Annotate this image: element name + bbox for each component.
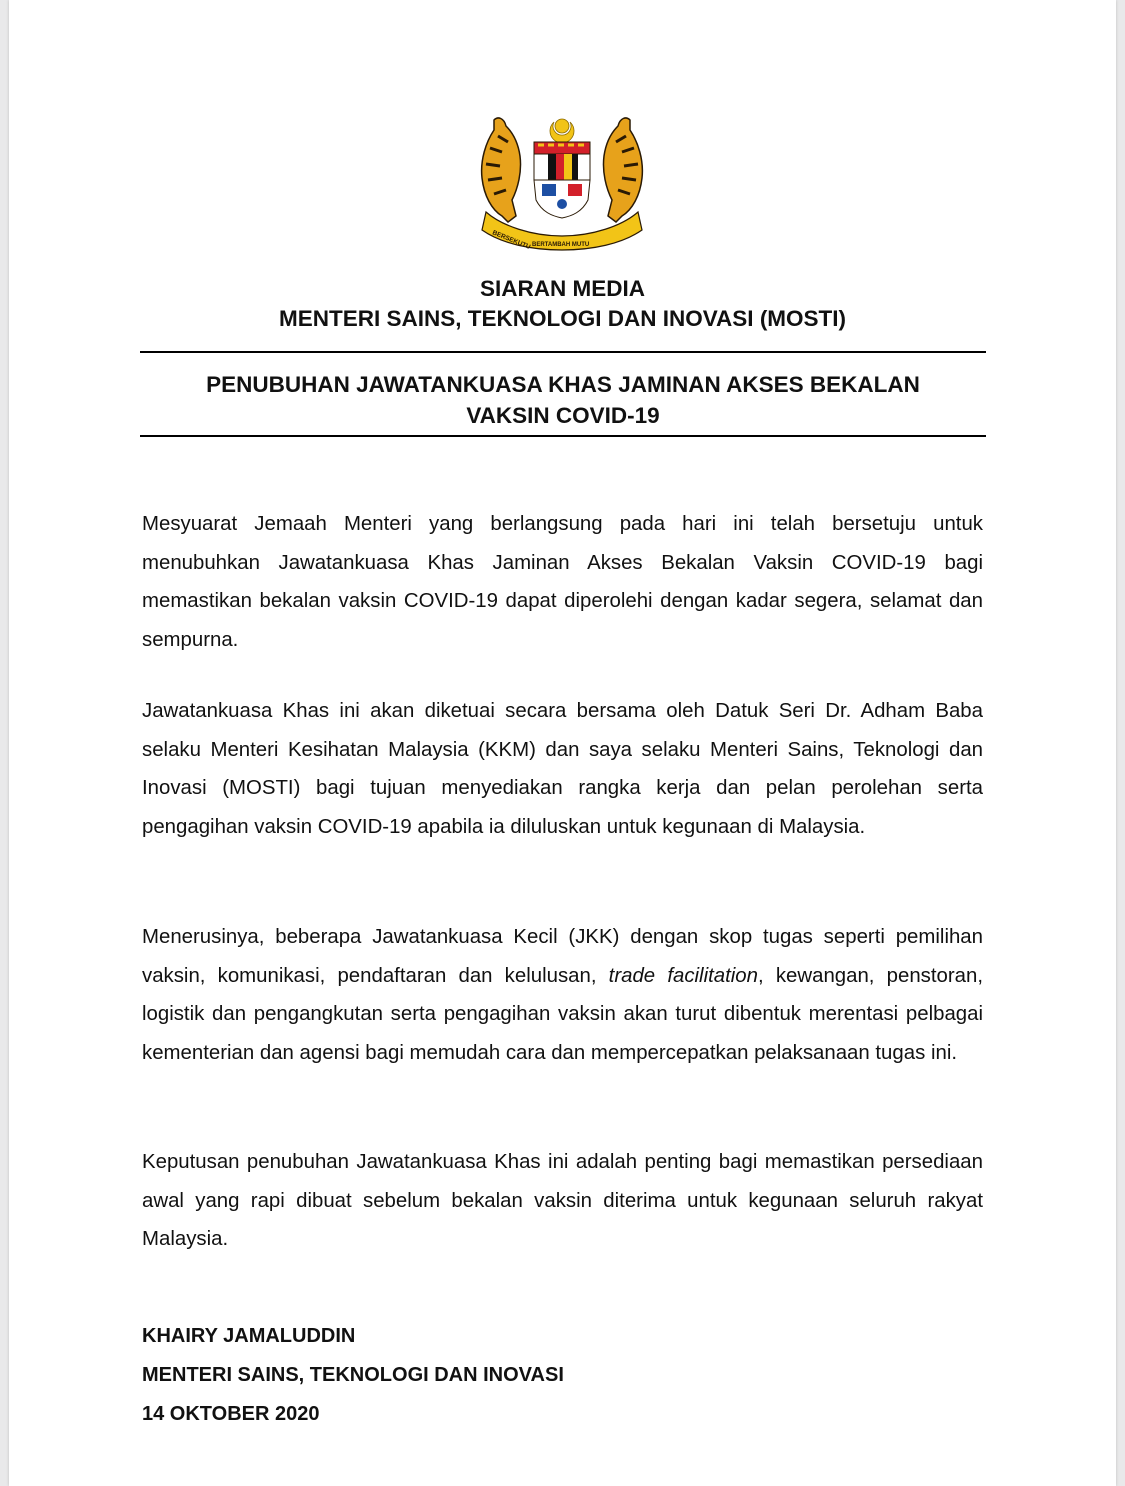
paragraph-1: Mesyuarat Jemaah Menteri yang berlangsung pada hari ini telah bersetuju untuk menubuhkan Jawatankuasa Khas Jaminan Akses Bekalan Vaksin COVID-19 bagi memastikan bekalan vaksin COVID-19 dapat diperolehi dengan kadar segera, selamat dan sempurna. [142,513,983,651]
malaysia-coat-of-arms-icon [472,112,652,252]
signatory-name: KHAIRY JAMALUDDIN [142,1325,356,1347]
media-release-header [9,274,1116,334]
signatory-title: MENTERI SAINS, TEKNOLOGI DAN INOVASI [142,1364,564,1386]
crest-motto-left: BERSEKUTU [491,229,532,252]
headline-line-1: PENUBUHAN JAWATANKUASA KHAS JAMINAN AKSES BEKALAN [206,372,920,397]
headline-line-2: VAKSIN COVID-19 [466,403,660,428]
headline-bottom-rule [140,435,986,437]
paragraph-2: Jawatankuasa Khas ini akan diketuai secara bersama oleh Datuk Seri Dr. Adham Baba selaku Menteri Kesihatan Malaysia (KKM) dan saya selaku Menteri Sains, Teknologi dan Inovasi (MOSTI) bagi tujuan menyediakan rangka kerja dan pelan perolehan serta pengagihan vaksin COVID-19 apabila ia diluluskan untuk kegunaan di Malaysia. [142,700,983,838]
paragraph-3-end: , kewangan, penstoran, logistik dan pengangkutan serta pengagihan vaksin akan turut dibentuk merentasi pelbagai kementerian dan agensi bagi memudah cara dan mempercepatkan pelaksanaan tugas ini. [142,964,983,1064]
headline [140,369,986,431]
paragraph-3 [142,918,983,1072]
paragraph-4: Keputusan penubuhan Jawatankuasa Khas ini adalah penting bagi memastikan persediaan awal yang rapi dibuat sebelum bekalan vaksin diterima untuk kegunaan seluruh rakyat Malaysia. [142,1151,983,1251]
headline-top-rule [140,351,986,353]
paragraph-3-italic-term: trade facilitation [608,964,758,987]
release-date: 14 OKTOBER 2020 [142,1403,320,1425]
signature-block [142,1317,842,1434]
press-release-page [9,0,1116,1486]
ministry-name: MENTERI SAINS, TEKNOLOGI DAN INOVASI (MOSTI) [278,306,847,331]
crest-motto-right: BERTAMBAH MUTU [532,242,590,248]
paragraph-3-start: Menerusinya, beberapa Jawatankuasa Kecil (JKK) dengan skop tugas seperti pemilihan vaksin, komunikasi, pendaftaran dan kelulusan, [142,926,983,987]
media-release-label: SIARAN MEDIA [479,276,645,301]
